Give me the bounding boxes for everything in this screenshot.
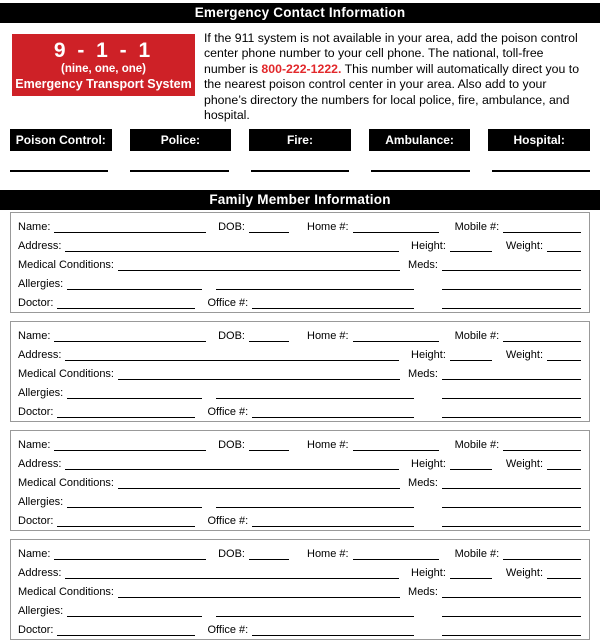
intro-section [12, 31, 588, 123]
family-member-block [10, 430, 590, 531]
weight-write-line [547, 576, 581, 579]
family-member-block [10, 539, 590, 640]
medical-conditions-write-line [118, 595, 400, 598]
height-label: Height: [411, 567, 446, 580]
weight-label: Weight: [505, 349, 543, 362]
member-row-allergies [18, 381, 581, 400]
hospital-write-line [492, 170, 590, 172]
home-phone-label: Home #: [307, 548, 349, 561]
medical-conditions-label: Medical Conditions: [18, 477, 114, 490]
height-write-line [450, 358, 492, 361]
dob-write-line [249, 339, 289, 342]
member-row-doctor [18, 291, 581, 310]
office-phone-label: Office #: [207, 406, 249, 419]
member-row-name [18, 433, 581, 452]
name-write-line [54, 339, 206, 342]
allergies-continued-write-line [216, 287, 414, 290]
member-row-name [18, 215, 581, 234]
ambulance-label: Ambulance: [369, 129, 471, 151]
home-phone-write-line [353, 448, 439, 451]
height-label: Height: [411, 458, 446, 471]
address-write-line [65, 576, 399, 579]
meds-label: Meds: [408, 259, 438, 272]
address-label: Address: [18, 458, 62, 471]
mobile-phone-label: Mobile #: [454, 548, 500, 561]
weight-label: Weight: [505, 240, 543, 253]
dob-write-line [249, 230, 289, 233]
allergies-continued-write-line [216, 614, 414, 617]
mobile-phone-label: Mobile #: [454, 221, 500, 234]
allergies-write-line [67, 287, 202, 290]
family-member-block [10, 212, 590, 313]
emergency-header-bar: Emergency Contact Information [0, 3, 600, 23]
home-phone-write-line [353, 339, 439, 342]
allergies-continued-write-line [216, 505, 414, 508]
meds-continued-write-line-2 [442, 633, 581, 636]
member-row-medical [18, 580, 581, 599]
address-label: Address: [18, 240, 62, 253]
dob-write-line [249, 557, 289, 560]
name-label: Name: [18, 548, 51, 561]
member-row-doctor [18, 618, 581, 637]
ambulance-write-line [371, 170, 469, 172]
mobile-phone-label: Mobile #: [454, 330, 500, 343]
address-label: Address: [18, 567, 62, 580]
member-row-medical [18, 253, 581, 272]
allergies-label: Allergies: [18, 278, 64, 291]
office-phone-write-line [252, 306, 414, 309]
doctor-label: Doctor: [18, 515, 54, 528]
dob-write-line [249, 448, 289, 451]
meds-write-line [442, 595, 581, 598]
doctor-label: Doctor: [18, 624, 54, 637]
medical-conditions-write-line [118, 377, 400, 380]
police-label: Police: [130, 129, 232, 151]
allergies-label: Allergies: [18, 496, 64, 509]
police-write-line [130, 170, 228, 172]
office-phone-label: Office #: [207, 624, 249, 637]
medical-conditions-write-line [118, 268, 400, 271]
dob-label: DOB: [218, 548, 245, 561]
mobile-phone-write-line [503, 339, 581, 342]
meds-write-line [442, 377, 581, 380]
member-row-medical [18, 471, 581, 490]
allergies-continued-write-line [216, 396, 414, 399]
home-phone-write-line [353, 230, 439, 233]
address-write-line [65, 249, 399, 252]
member-row-address [18, 234, 581, 253]
member-row-doctor [18, 400, 581, 419]
doctor-write-line [57, 633, 195, 636]
member-row-medical [18, 362, 581, 381]
doctor-label: Doctor: [18, 297, 54, 310]
dob-label: DOB: [218, 221, 245, 234]
office-phone-label: Office #: [207, 297, 249, 310]
family-members [10, 212, 590, 640]
family-member-block [10, 321, 590, 422]
name-label: Name: [18, 221, 51, 234]
meds-continued-write-line [442, 396, 581, 399]
mobile-phone-write-line [503, 557, 581, 560]
paragraph-text-after: This number will automatically direct you to the nearest poison control center in your area. Also add to your phone’s directory the numbers for local police, fire, ambulance, and hospital. [204, 61, 580, 123]
meds-continued-write-line [442, 505, 581, 508]
member-row-allergies [18, 490, 581, 509]
poison-control-paragraph [204, 31, 588, 123]
member-row-address [18, 452, 581, 471]
allergies-write-line [67, 505, 202, 508]
allergies-label: Allergies: [18, 387, 64, 400]
meds-label: Meds: [408, 586, 438, 599]
home-phone-label: Home #: [307, 221, 349, 234]
allergies-write-line [67, 614, 202, 617]
height-label: Height: [411, 240, 446, 253]
home-phone-write-line [353, 557, 439, 560]
name-label: Name: [18, 330, 51, 343]
member-row-allergies [18, 599, 581, 618]
hospital-label: Hospital: [488, 129, 590, 151]
poison-phone-number: 800-222-1222. [261, 61, 342, 76]
meds-continued-write-line [442, 287, 581, 290]
poison-control-write-line [10, 170, 108, 172]
member-row-address [18, 343, 581, 362]
home-phone-label: Home #: [307, 330, 349, 343]
nine-one-one-words: (nine, one, one) [61, 62, 146, 75]
weight-label: Weight: [505, 567, 543, 580]
medical-conditions-label: Medical Conditions: [18, 586, 114, 599]
dob-label: DOB: [218, 330, 245, 343]
address-write-line [65, 358, 399, 361]
meds-continued-write-line-2 [442, 306, 581, 309]
office-phone-write-line [252, 633, 414, 636]
meds-write-line [442, 486, 581, 489]
meds-continued-write-line-2 [442, 415, 581, 418]
allergies-write-line [67, 396, 202, 399]
emergency-contact-labels-row [10, 129, 590, 151]
dob-label: DOB: [218, 439, 245, 452]
doctor-write-line [57, 524, 195, 527]
medical-conditions-label: Medical Conditions: [18, 368, 114, 381]
weight-write-line [547, 358, 581, 361]
height-write-line [450, 467, 492, 470]
weight-label: Weight: [505, 458, 543, 471]
name-write-line [54, 557, 206, 560]
nine-one-one-number: 9 - 1 - 1 [53, 38, 154, 62]
name-write-line [54, 448, 206, 451]
office-phone-write-line [252, 415, 414, 418]
member-row-allergies [18, 272, 581, 291]
height-label: Height: [411, 349, 446, 362]
medical-conditions-label: Medical Conditions: [18, 259, 114, 272]
height-write-line [450, 576, 492, 579]
emergency-contact-write-lines [10, 170, 590, 172]
doctor-write-line [57, 306, 195, 309]
fire-label: Fire: [249, 129, 351, 151]
meds-label: Meds: [408, 477, 438, 490]
allergies-label: Allergies: [18, 605, 64, 618]
weight-write-line [547, 467, 581, 470]
name-label: Name: [18, 439, 51, 452]
mobile-phone-write-line [503, 448, 581, 451]
paragraph-text-before: If the 911 system is not available in your area, add the poison control center phone number to your cell phone. The national, toll-free number is [204, 31, 578, 76]
name-write-line [54, 230, 206, 233]
address-label: Address: [18, 349, 62, 362]
office-phone-write-line [252, 524, 414, 527]
member-row-name [18, 542, 581, 561]
nine-one-one-box [12, 34, 195, 96]
poison-control-label: Poison Control: [10, 129, 112, 151]
meds-write-line [442, 268, 581, 271]
mobile-phone-label: Mobile #: [454, 439, 500, 452]
fire-write-line [251, 170, 349, 172]
medical-conditions-write-line [118, 486, 400, 489]
doctor-write-line [57, 415, 195, 418]
weight-write-line [547, 249, 581, 252]
meds-continued-write-line-2 [442, 524, 581, 527]
member-row-name [18, 324, 581, 343]
home-phone-label: Home #: [307, 439, 349, 452]
height-write-line [450, 249, 492, 252]
family-member-header-bar: Family Member Information [0, 190, 600, 210]
member-row-doctor [18, 509, 581, 528]
address-write-line [65, 467, 399, 470]
member-row-address [18, 561, 581, 580]
mobile-phone-write-line [503, 230, 581, 233]
meds-label: Meds: [408, 368, 438, 381]
meds-continued-write-line [442, 614, 581, 617]
office-phone-label: Office #: [207, 515, 249, 528]
doctor-label: Doctor: [18, 406, 54, 419]
emergency-transport-caption: Emergency Transport System [15, 76, 192, 91]
